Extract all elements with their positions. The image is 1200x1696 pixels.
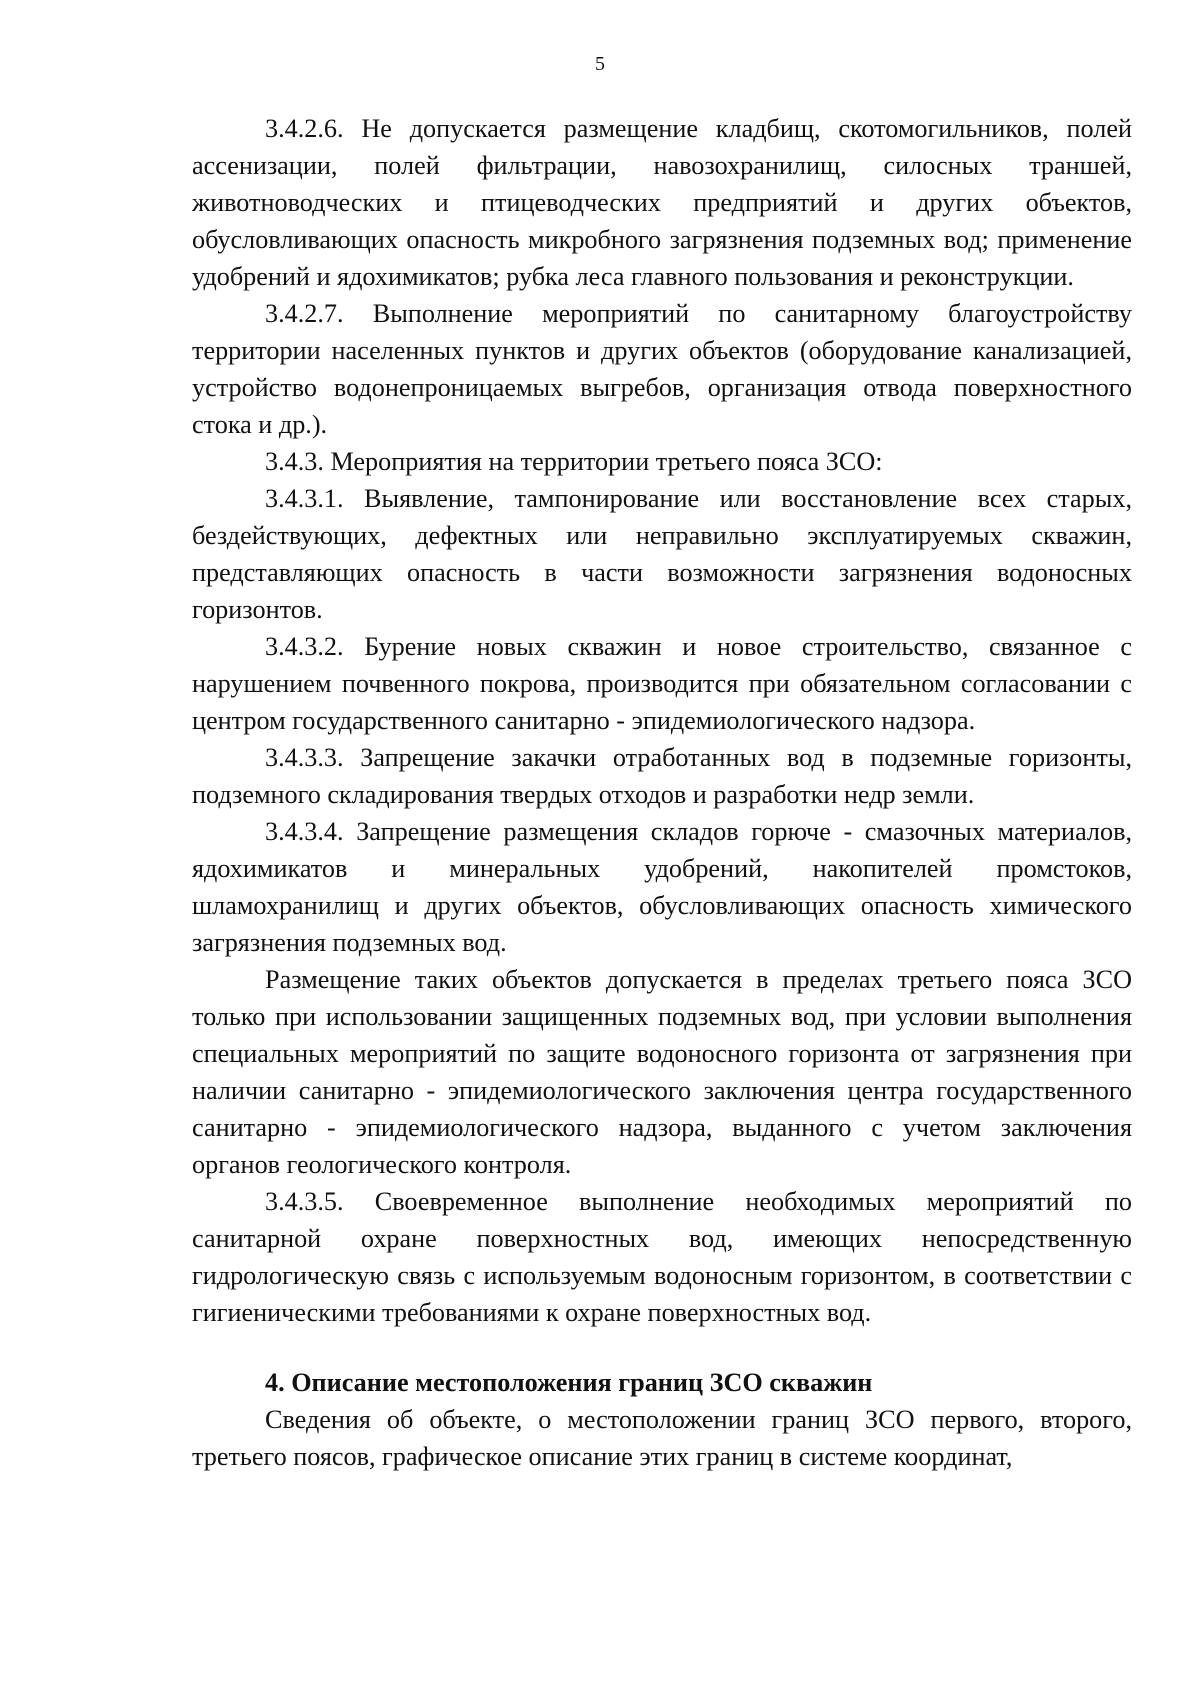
paragraph-3-4-3-5: 3.4.3.5. Своевременное выполнение необходимых мероприятий по санитарной охране поверхностных вод, имеющих непосредственную гидрологическую связь с используемым водоносным горизонтом, в соответствии с гигиеническими требованиями к охране поверхностных вод. (192, 1187, 1132, 1327)
section-4-heading: 4. Описание местоположения границ ЗСО скважин (265, 1368, 873, 1397)
paragraph-3-4-2-7: 3.4.2.7. Выполнение мероприятий по санитарному благоустройству территории населенных пунктов и других объектов (оборудование канализацией, устройство водонепроницаемых выгребов, организация отвода поверхностного стока и др.). (192, 299, 1132, 439)
paragraph-3-4-3-3: 3.4.3.3. Запрещение закачки отработанных вод в подземные горизонты, подземного складирования твердых отходов и разработки недр земли. (192, 743, 1132, 809)
document-body (192, 110, 1132, 1475)
paragraph-3-4-3-2: 3.4.3.2. Бурение новых скважин и новое строительство, связанное с нарушением почвенного покрова, производится при обязательном согласовании с центром государственного санитарно - эпидемиологического надзора. (192, 632, 1132, 735)
paragraph-3-4-3-4: 3.4.3.4. Запрещение размещения складов горюче - смазочных материалов, ядохимикатов и минеральных удобрений, накопителей промстоков, шламохранилищ и других объектов, обусловливающих опасность химического загрязнения подземных вод. (192, 817, 1132, 957)
page-number: 5 (595, 53, 605, 75)
paragraph-3-4-2-6: 3.4.2.6. Не допускается размещение кладбищ, скотомогильников, полей ассенизации, полей фильтрации, навозохранилищ, силосных траншей, животноводческих и птицеводческих предприятий и других объектов, обусловливающих опасность микробного загрязнения подземных вод; применение удобрений и ядохимикатов; рубка леса главного пользования и реконструкции. (192, 114, 1132, 291)
paragraph-3-4-3-1: 3.4.3.1. Выявление, тампонирование или восстановление всех старых, бездействующих, дефектных или неправильно эксплуатируемых скважин, представляющих опасность в части возможности загрязнения водоносных горизонтов. (192, 484, 1132, 624)
paragraph-3-4-3: 3.4.3. Мероприятия на территории третьего пояса ЗСО: (265, 447, 883, 476)
paragraph-placement-conditions: Размещение таких объектов допускается в пределах третьего пояса ЗСО только при использовании защищенных подземных вод, при условии выполнения специальных мероприятий по защите водоносного горизонта от загрязнения при наличии санитарно - эпидемиологического заключения центра государственного санитарно - эпидемиологического надзора, выданного с учетом заключения органов геологического контроля. (192, 965, 1132, 1179)
section-4-paragraph: Сведения об объекте, о местоположении границ ЗСО первого, второго, третьего поясов, графическое описание этих границ в системе координат, (192, 1405, 1132, 1471)
